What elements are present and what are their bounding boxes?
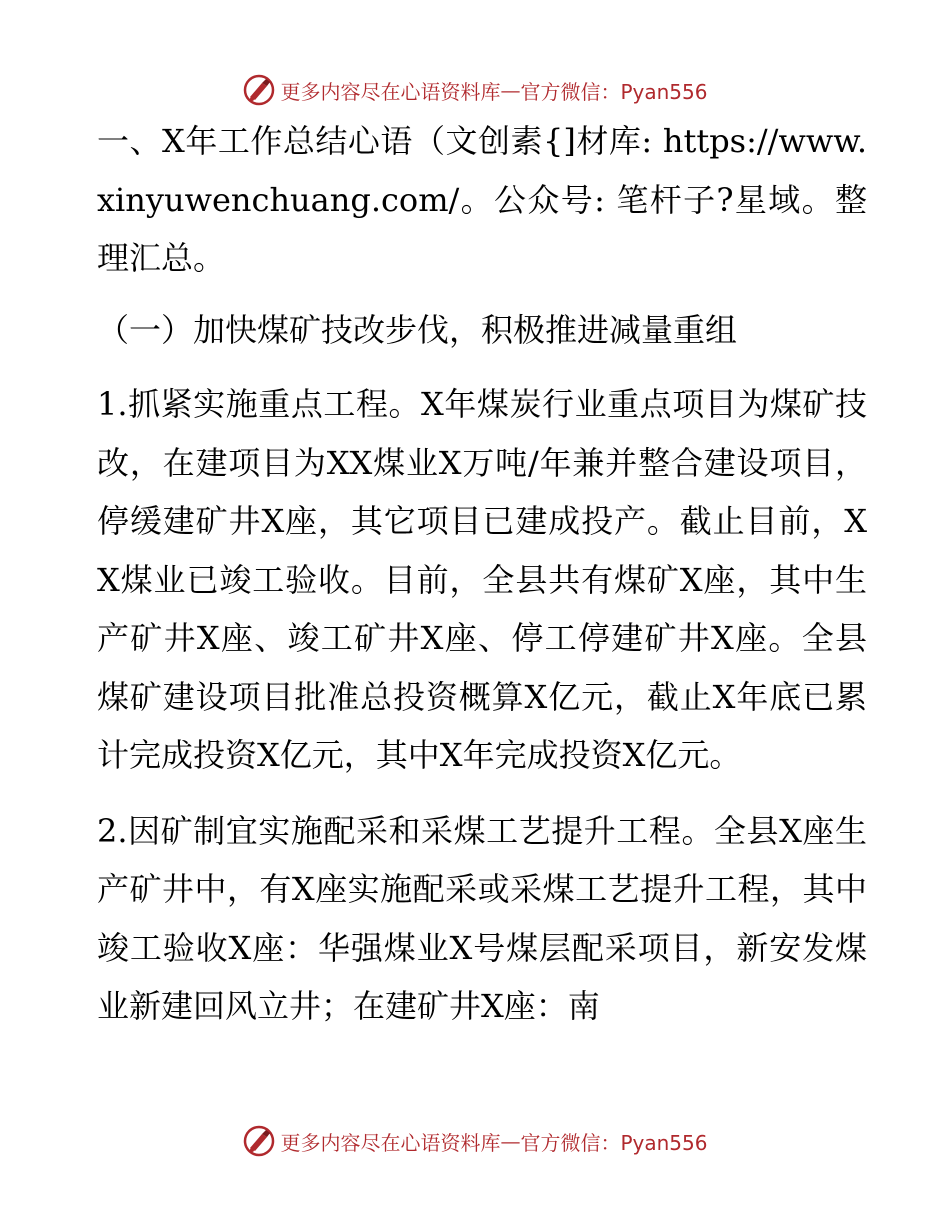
- body-paragraph-1: 1.抓紧实施重点工程。X年煤炭行业重点项目为煤矿技改，在建项目为XX煤业X万吨/年兼并整合建设项目，停缓建矿井X座，其它项目已建成投产。截止目前，XX煤业已竣工验收。目前，全县共有煤矿X座，其中生产矿井X座、竣工矿井X座、停工停建矿井X座。全县煤矿建设项目批准总投资概算X亿元，截止X年底已累计完成投资X亿元，其中X年完成投资X亿元。: [97, 385, 867, 774]
- footer-watermark: [0, 1124, 950, 1158]
- intro-paragraph: 一、X年工作总结心语（文创素{]材库: https://www.xinyuwenchuang.com/。公众号: 笔杆子?星域。整理汇总。: [97, 122, 867, 277]
- body-paragraph-2: 2.因矿制宜实施配采和采煤工艺提升工程。全县X座生产矿井中，有X座实施配采或采煤工艺提升工程，其中竣工验收X座：华强煤业X号煤层配采项目，新安发煤业新建回风立井；在建矿井X座：南: [97, 811, 867, 1025]
- section-heading: （一）加快煤矿技改步伐，积极推进减量重组: [97, 310, 738, 349]
- watermark-suffix-text: 官方微信：Pyan556: [520, 79, 708, 104]
- watermark-separator: —: [500, 1129, 521, 1153]
- watermark-main-text: 更多内容尽在心语资料库: [280, 1130, 501, 1155]
- watermark-main-text: 更多内容尽在心语资料库: [280, 79, 501, 104]
- pen-logo-icon: [242, 1124, 276, 1158]
- watermark-suffix-text: 官方微信：Pyan556: [520, 1130, 708, 1155]
- pen-logo-icon: [242, 73, 276, 107]
- header-watermark: [0, 73, 950, 107]
- document-body: [97, 112, 867, 1036]
- watermark-separator: —: [500, 78, 521, 102]
